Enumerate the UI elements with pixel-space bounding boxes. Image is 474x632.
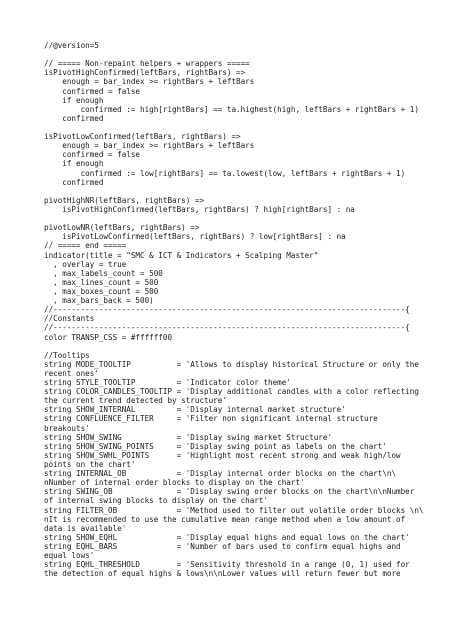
- code-line: // ===== Non-repaint helpers + wrappers =====: [44, 59, 250, 69]
- code-line: string INTERNAL_OB = 'Display internal order blocks on the chart\n\: [44, 469, 397, 479]
- code-line: , max_bars_back = 500): [44, 296, 154, 306]
- code-line: the current trend detected by structure': [44, 396, 227, 406]
- code-line: the detection of equal highs & lows\n\nLower values will return fewer but more: [44, 569, 401, 579]
- code-line: enough = bar_index >= rightBars + leftBars: [44, 141, 255, 151]
- code-line: string SWING_OB = 'Display swing order blocks on the chart\n\nNumber: [44, 487, 415, 497]
- code-line: string SHOW_SWHL_POINTS = 'Highlight most recent strong and weak high/low: [44, 450, 401, 460]
- code-line: string SHOW_INTERNAL = 'Display internal market structure': [44, 405, 346, 415]
- code-line: //Constants: [44, 314, 95, 324]
- code-line: confirmed = false: [44, 86, 141, 96]
- code-line: enough = bar_index >= rightBars + leftBars: [44, 77, 255, 87]
- code-line: isPivotLowConfirmed(leftBars, rightBars) ? low[rightBars] : na: [44, 232, 346, 242]
- code-line: [44, 50, 464, 59]
- code-line: [44, 123, 464, 132]
- code-line: confirmed = false: [44, 150, 141, 160]
- code-line: indicator(title = "SMC & ICT & Indicators + Scalping Master": [44, 250, 319, 260]
- code-line: of internal swing blocks to display on the chart': [44, 496, 269, 506]
- code-line: if enough: [44, 159, 104, 169]
- code-line: string MODE_TOOLTIP = 'Allows to display historical Structure or only the: [44, 359, 419, 369]
- code-line: string COLOR_CANDLES_TOOLTIP = 'Display additional candles with a color reflecting: [44, 387, 419, 397]
- code-line: , max_labels_count = 500: [44, 268, 163, 278]
- code-line: string EQHL_BARS = 'Number of bars used to confirm equal highs and: [44, 542, 401, 552]
- code-line: breakouts': [44, 423, 90, 433]
- code-line: //-----------------------------------------------------------------------------{: [44, 305, 410, 315]
- code-line: string STYLE_TOOLTIP = 'Indicator color theme': [44, 378, 291, 388]
- code-line: pivotLowNR(leftBars, rightBars) =>: [44, 223, 200, 233]
- code-line: nIt is recommended to use the cumulative mean range method when a low amount of: [44, 514, 406, 524]
- code-line: recent ones': [44, 368, 99, 378]
- code-line: [44, 214, 464, 223]
- code-line: , max_boxes_count = 500: [44, 286, 159, 296]
- code-line: isPivotHighConfirmed(leftBars, rightBars) ? high[rightBars] : na: [44, 204, 355, 214]
- code-line: pivotHighNR(leftBars, rightBars) =>: [44, 195, 205, 205]
- code-line: , max_lines_count = 500: [44, 277, 159, 287]
- code-line: isPivotLowConfirmed(leftBars, rightBars) =>: [44, 132, 241, 142]
- code-line: if enough: [44, 95, 104, 105]
- code-line: string FILTER_OB = 'Method used to filter out volatile order blocks \n\: [44, 505, 424, 515]
- code-line: equal lows': [44, 551, 95, 561]
- code-line: // ===== end =====: [44, 241, 127, 251]
- code-line: isPivotHighConfirmed(leftBars, rightBars) =>: [44, 68, 246, 78]
- code-line: string SHOW_EQHL = 'Display equal highs and equal lows on the chart': [44, 532, 410, 542]
- code-line: //Tooltips: [44, 350, 90, 360]
- code-line: confirmed := high[rightBars] == ta.highest(high, leftBars + rightBars + 1): [44, 104, 419, 114]
- code-line: nNumber of internal order blocks to display on the chart': [44, 478, 305, 488]
- code-line: string SHOW_SWING_POINTS = 'Display swing point as labels on the chart': [44, 441, 387, 451]
- code-line: color TRANSP_CSS = #ffffff00: [44, 332, 173, 342]
- code-line: data is available': [44, 523, 127, 533]
- code-line: [44, 342, 464, 351]
- code-line: , overlay = true: [44, 259, 127, 269]
- code-line: string SHOW_SWING = 'Display swing market Structure': [44, 432, 333, 442]
- code-line: [44, 187, 464, 196]
- code-block: [44, 41, 464, 578]
- code-line: confirmed: [44, 177, 104, 187]
- code-line: string CONFLUENCE_FILTER = 'Filter non significant internal structure: [44, 414, 378, 424]
- code-line: confirmed := low[rightBars] == ta.lowest(low, leftBars + rightBars + 1): [44, 168, 406, 178]
- code-line: //-----------------------------------------------------------------------------{: [44, 323, 410, 333]
- code-line: string EQHL_THRESHOLD = 'Sensitivity threshold in a range (0, 1) used for: [44, 560, 410, 570]
- code-line: //@version=5: [44, 41, 99, 50]
- code-line: confirmed: [44, 113, 104, 123]
- code-line: points on the chart': [44, 460, 136, 470]
